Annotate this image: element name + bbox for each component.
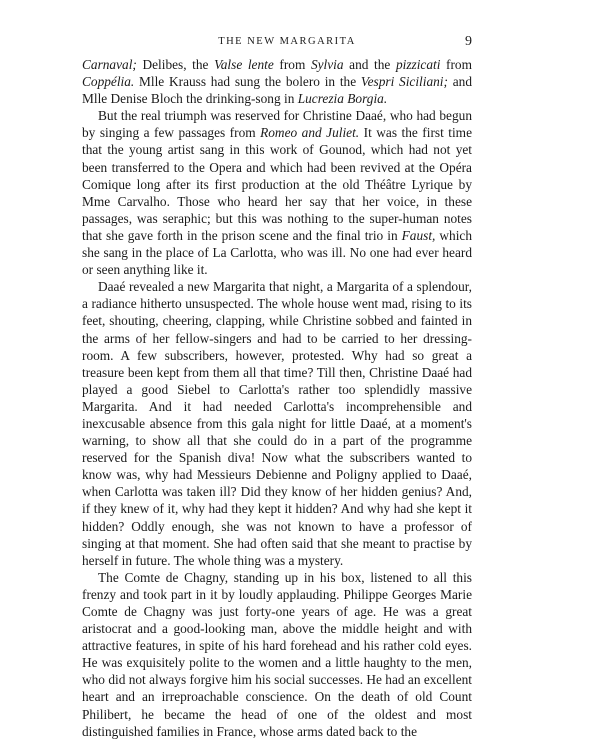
italic-title: Faust, bbox=[401, 227, 436, 243]
text-run: Daaé revealed a new Margarita that night, a Margarita of a splendour, a radiance hitherto unsuspected. The whole house went mad, rising to its feet, shouting, cheering, clapping, while Christine sobbed and fainted in the arms of her fellow-singers and had to be carried to her dressing-room. A few subscribers, however, protested. Why had so great a treasure been kept from them all that time? Till then, Christine Daaé had played a good Siebel to Carlotta's rather too splendidly massive Margarita. And it had needed Carlotta's incomprehensible and inexcusable absence from this gala night for little Daaé, at a moment's warning, to show all that she could do in a part of the programme reserved for the Spanish diva! Now what the subscribers wanted to know was, why had Messieurs Debienne and Poligny applied to Daaé, when Carlotta was taken ill? Did they know of her hidden genius? And, if they knew of it, why had they kept it hidden? And why had she kept it hidden? Oddly enough, she was not known to have a professor of singing at that moment. She had often said that she meant to practise by herself in future. The whole thing was a mystery. bbox=[82, 279, 472, 568]
text-run: It was the first time that the young artist sang in this work of Gounod, which had not yet been transferred to the Opera and which had been revived at the Opéra Comique long after its first production at the old Théâtre Lyrique by Mme Carvalho. Those who heard her say that her voice, in these passages, was seraphic; but this was nothing to the super-human notes that she gave forth in the prison scene and the final trio in bbox=[82, 125, 472, 243]
running-title: THE NEW MARGARITA bbox=[218, 36, 356, 47]
text-run: and Mlle Denise Bloch the drinking-song in bbox=[82, 74, 472, 107]
paragraph bbox=[82, 107, 472, 278]
page-number: 9 bbox=[465, 34, 472, 49]
italic-title: Sylvia bbox=[310, 57, 344, 72]
italic-title: Romeo and Juliet. bbox=[260, 125, 360, 141]
text-run: Mlle Krauss had sung the bolero in the bbox=[134, 74, 361, 90]
paragraph bbox=[82, 569, 472, 740]
italic-title: Coppélia. bbox=[82, 74, 135, 90]
text-run: from bbox=[273, 57, 311, 72]
paragraph bbox=[82, 56, 472, 107]
text-run: But the real triumph was reserved for Christine Daaé, who had begun by singing a few passages from bbox=[82, 108, 472, 141]
body-text bbox=[82, 56, 472, 740]
italic-title: pizzicati bbox=[395, 57, 441, 72]
italic-title: Lucrezia Borgia. bbox=[297, 91, 388, 107]
text-run: Delibes, the bbox=[136, 57, 215, 72]
italic-title: Valse lente bbox=[214, 57, 274, 72]
paragraph bbox=[82, 278, 472, 569]
text-run: The Comte de Chagny, standing up in his box, listened to all this frenzy and took part in it by loudly applauding. Philippe Georges Marie Comte de Chagny was just forty-one years of age. He was a great aristocrat and a good-looking man, above the middle height and with attractive features, in spite of his hard forehead and his rather cold eyes. He was exquisitely polite to the women and a little haughty to the men, who did not always forgive him his social successes. He had an excellent heart and an irreproachable conscience. On the death of old Count Philibert, he became the head of one of the oldest and most distinguished families in France, whose arms dated back to the bbox=[82, 569, 472, 739]
running-head bbox=[82, 36, 472, 56]
text-run: and the bbox=[343, 57, 396, 72]
text-run: from bbox=[440, 57, 472, 72]
italic-title: Carnaval; bbox=[82, 57, 137, 72]
italic-title: Vespri Siciliani; bbox=[360, 74, 448, 90]
text-run: which she sang in the place of La Carlotta, who was ill. No one had ever heard or seen anything like it. bbox=[82, 227, 472, 278]
